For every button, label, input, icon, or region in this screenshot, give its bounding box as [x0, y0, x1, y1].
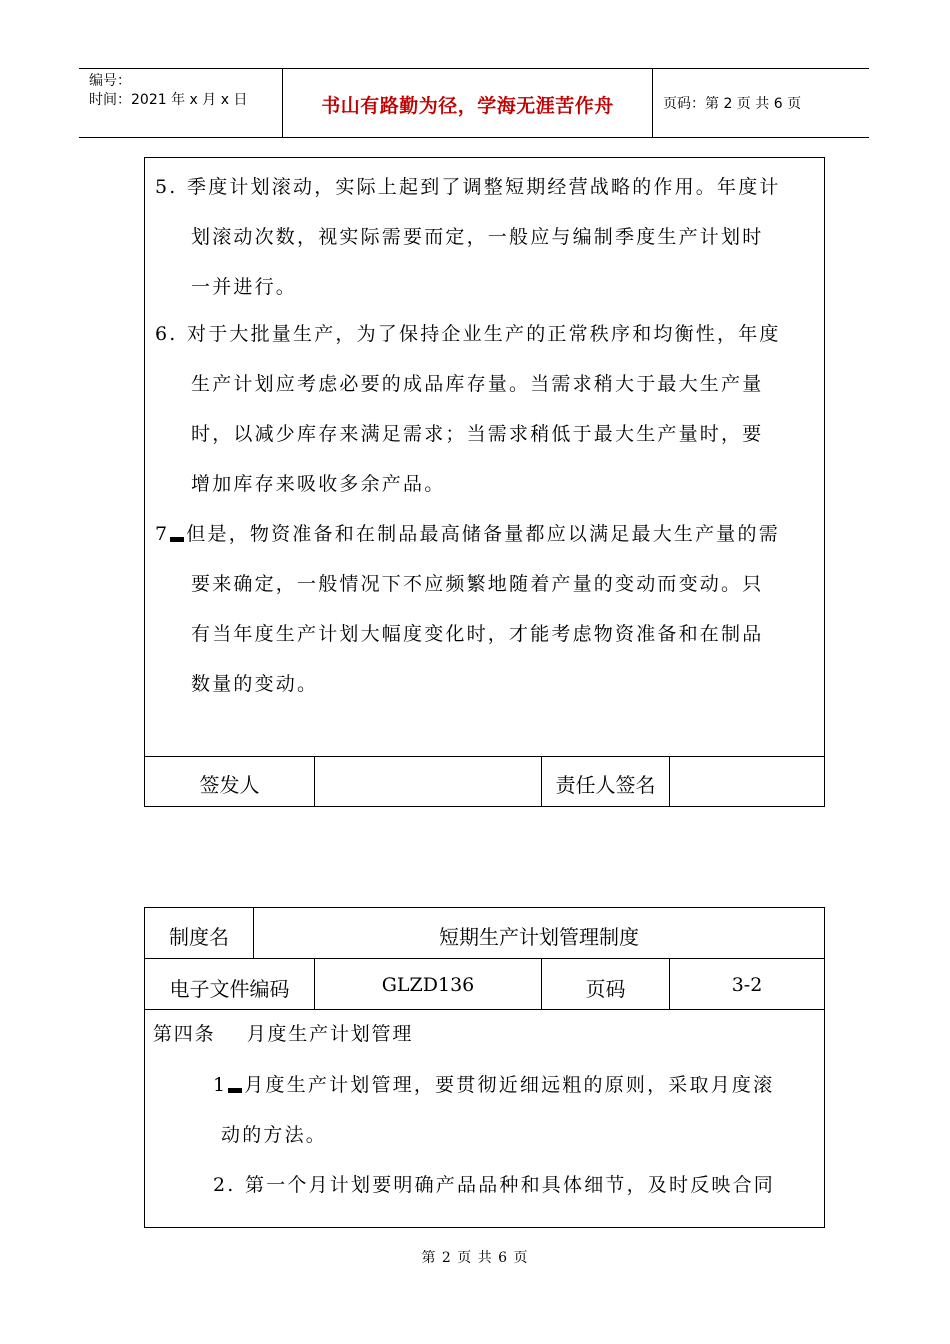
- signer-label: 签发人: [199, 773, 260, 797]
- policy-continuation-table: [144, 157, 825, 807]
- list-item: 5. 季度计划滚动，实际上起到了调整短期经营战略的作用。年度计 划滚动次数，视实际需要而定，一般应与编制季度生产计划时 一并进行。: [155, 176, 781, 298]
- document-number: 编号：: [89, 73, 131, 89]
- list-item: 1 月度生产计划管理，要贯彻近细远粗的原则，采取月度滚 动的方法。: [213, 1074, 775, 1146]
- header-motto-cell: [283, 69, 653, 137]
- file-code-label: 电子文件编码: [169, 977, 290, 1001]
- list-item: 7 但是，物资准备和在制品最高储备量都应以满足最大生产量的需 要来确定，一般情况下不应频繁地随着产量的变动而变动。只 有当年度生产计划大幅度变化时，才能考虑物资准备和在制品 数量的变动。: [155, 523, 780, 695]
- page-header: [79, 68, 869, 138]
- document-date: 时间：2021 年 x 月 x 日: [89, 92, 248, 108]
- list-item: 2. 第一个月计划要明确产品品种和具体细节，及时反映合同: [213, 1174, 776, 1196]
- list-item: 6. 对于大批量生产，为了保持企业生产的正常秩序和均衡性，年度 生产计划应考虑必要的成品库存量。当需求稍大于最大生产量 时，以减少库存来满足需求；当需求稍低于最大生产量时，要 增加库存来吸收多余产品。: [155, 323, 781, 495]
- responsible-signature-label: 责任人签名: [555, 773, 656, 797]
- header-meta: [79, 69, 283, 137]
- dash-mark: [228, 1088, 242, 1093]
- file-code-value: GLZD136: [381, 974, 475, 996]
- section-title: 第四条 月度生产计划管理: [153, 1023, 414, 1045]
- row-divider: [145, 958, 824, 959]
- row-divider: [145, 1009, 824, 1010]
- header-page-number: 页码：第 2 页 共 6 页: [663, 96, 802, 112]
- row-divider: [145, 756, 824, 757]
- page-footer: 第 2 页 共 6 页: [421, 1250, 529, 1266]
- policy-header-table: [144, 907, 825, 1228]
- policy-name-label: 制度名: [169, 925, 229, 949]
- motto-text: 书山有路勤为径，学海无涯苦作舟: [321, 95, 614, 117]
- policy-name-value: 短期生产计划管理制度: [439, 925, 639, 949]
- column-divider: [669, 756, 670, 806]
- dash-mark: [170, 537, 184, 542]
- page-code-value: 3-2: [731, 974, 763, 996]
- page-code-label: 页码: [585, 977, 626, 1001]
- column-divider: [314, 756, 315, 806]
